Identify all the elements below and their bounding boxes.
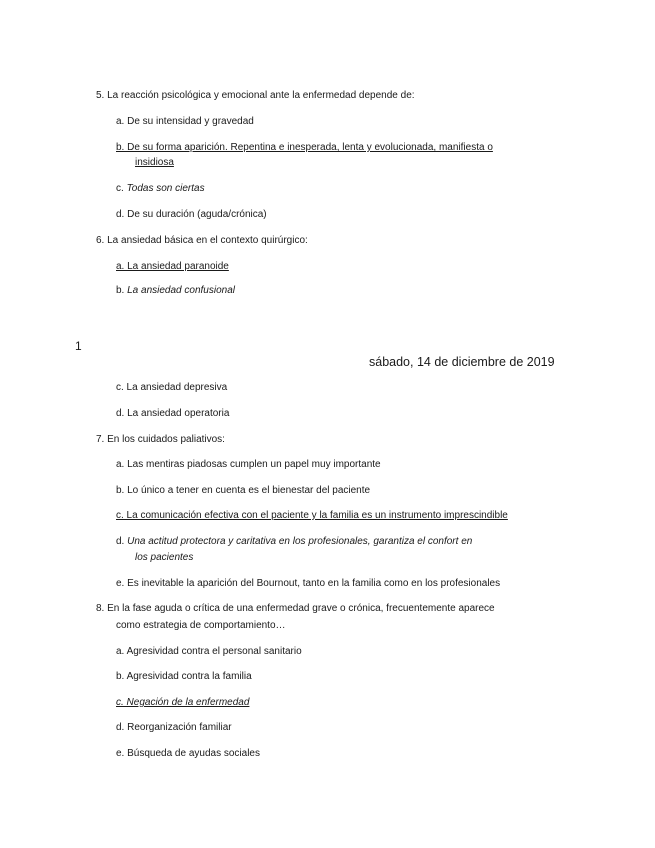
question-8-prompt: 8. En la fase aguda o crítica de una enfermedad grave o crónica, frecuentemente aparece [96,603,495,614]
question-6-option-c: c. La ansiedad depresiva [116,382,228,393]
question-7-option-d [116,535,472,548]
question-8-option-e: e. Búsqueda de ayudas sociales [116,748,260,759]
question-6-option-d: d. La ansiedad operatoria [116,408,230,419]
option-prefix: d. [116,536,125,547]
question-8-option-b: b. Agresividad contra la familia [116,671,252,682]
question-5-option-b: b. De su forma aparición. Repentina e inesperada, lenta y evolucionada, manifiesta o [116,142,493,153]
question-8-prompt-cont: como estrategia de comportamiento… [116,620,286,631]
page-number: 1 [75,339,82,353]
question-6-option-b [116,284,235,297]
date-header: sábado, 14 de diciembre de 2019 [369,355,555,369]
question-6-option-a: a. La ansiedad paranoide [116,261,229,272]
question-5-option-a: a. De su intensidad y gravedad [116,116,254,127]
question-5-option-d: d. De su duración (aguda/crónica) [116,209,267,220]
question-8-option-c: c. Negación de la enfermedad [116,697,250,708]
question-7-option-d-cont: los pacientes [135,552,194,563]
option-text: Una actitud protectora y caritativa en los profesionales, garantiza el confort en [127,536,473,547]
option-text: Todas son ciertas [126,183,205,194]
question-5-prompt: 5. La reacción psicológica y emocional ante la enfermedad depende de: [96,90,415,101]
question-6-prompt: 6. La ansiedad básica en el contexto quirúrgico: [96,235,308,246]
question-5-option-c [116,182,205,195]
question-8-option-d: d. Reorganización familiar [116,722,232,733]
question-7-option-a: a. Las mentiras piadosas cumplen un papel muy importante [116,459,381,470]
question-5-option-b-cont: insidiosa [135,157,174,168]
question-8-option-a: a. Agresividad contra el personal sanitario [116,646,302,657]
question-7-option-c: c. La comunicación efectiva con el paciente y la familia es un instrumento imprescindible [116,510,508,521]
question-7-option-b: b. Lo único a tener en cuenta es el bienestar del paciente [116,485,371,496]
option-prefix: c. [116,183,124,194]
question-7-option-e: e. Es inevitable la aparición del Bournout, tanto en la familia como en los profesionales [116,578,501,589]
option-prefix: b. [116,285,125,296]
option-text: La ansiedad confusional [127,285,235,296]
question-7-prompt: 7. En los cuidados paliativos: [96,434,225,445]
